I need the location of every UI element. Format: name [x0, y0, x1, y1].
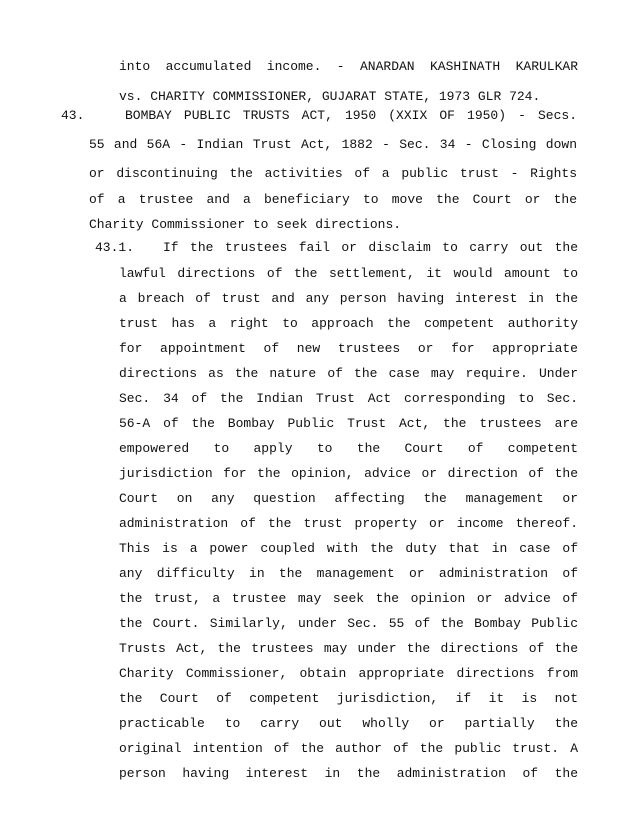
paragraph-line: administration of the trust property or income thereof. [119, 516, 578, 531]
paragraph-line: empowered to apply to the Court of competent [119, 441, 578, 456]
text-line: vs. CHARITY COMMISSIONER, GUJARAT STATE, 1973 GLR 724. [119, 89, 541, 104]
paragraph-line: Sec. 34 of the Indian Trust Act corresponding to Sec. [119, 391, 578, 406]
section-number: 43. [61, 108, 85, 123]
paragraph-line: the trust, a trustee may seek the opinion or advice of [119, 591, 578, 606]
paragraph-line: the Court of competent jurisdiction, if it is not [119, 691, 578, 706]
paragraph-line: practicable to carry out wholly or partially the [119, 716, 578, 731]
section-heading-line: of a trustee and a beneficiary to move the Court or the [89, 192, 577, 207]
paragraph-line: directions as the nature of the case may require. Under [119, 366, 578, 381]
paragraph-line: 56-A of the Bombay Public Trust Act, the trustees are [119, 416, 578, 431]
paragraph-line: lawful directions of the settlement, it would amount to [119, 266, 578, 281]
paragraph-line: Court on any question affecting the management or [119, 491, 578, 506]
paragraph-line: Charity Commissioner, obtain appropriate directions from [119, 666, 578, 681]
text-line: into accumulated income. - ANARDAN KASHINATH KARULKAR [119, 59, 578, 74]
paragraph-line: the Court. Similarly, under Sec. 55 of the Bombay Public [119, 616, 578, 631]
paragraph-line: jurisdiction for the opinion, advice or direction of the [119, 466, 578, 481]
paragraph-line: This is a power coupled with the duty that in case of [119, 541, 578, 556]
paragraph-line: person having interest in the administration of the [119, 766, 578, 781]
paragraph-line: Trusts Act, the trustees may under the directions of the [119, 641, 578, 656]
section-heading-line: Charity Commissioner to seek directions. [89, 217, 402, 232]
paragraph-line: If the trustees fail or disclaim to carry out the [163, 240, 578, 255]
section-heading-line: or discontinuing the activities of a public trust - Rights [89, 166, 577, 181]
section-heading-line: BOMBAY PUBLIC TRUSTS ACT, 1950 (XXIX OF 1950) - Secs. [125, 108, 577, 123]
paragraph-number: 43.1. [95, 240, 135, 255]
paragraph-line: a breach of trust and any person having interest in the [119, 291, 578, 306]
paragraph-line: for appointment of new trustees or for appropriate [119, 341, 578, 356]
paragraph-line: original intention of the author of the public trust. A [119, 741, 578, 756]
section-heading-line: 55 and 56A - Indian Trust Act, 1882 - Sec. 34 - Closing down [89, 137, 577, 152]
paragraph-line: any difficulty in the management or administration of [119, 566, 578, 581]
paragraph-line: trust has a right to approach the competent authority [119, 316, 578, 331]
